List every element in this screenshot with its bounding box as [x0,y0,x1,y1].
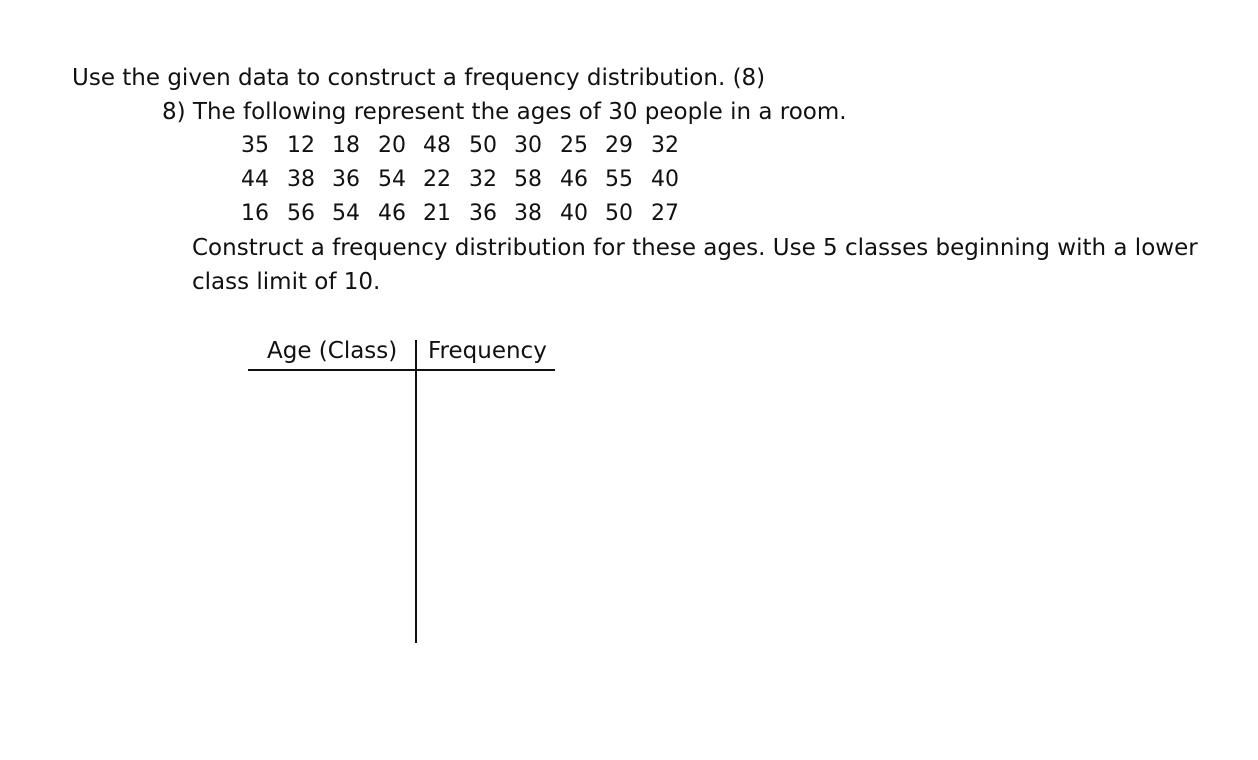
data-value: 58 [514,167,542,192]
data-value: 50 [605,201,633,226]
data-value: 48 [423,133,451,158]
data-value: 21 [423,201,451,226]
data-value: 29 [605,133,633,158]
table-header-rule [248,369,555,371]
intro-heading: Use the given data to construct a frequency distribution. (8) [72,65,766,91]
data-value: 54 [332,201,360,226]
data-value: 44 [241,167,269,192]
data-row [241,131,681,161]
data-value: 25 [560,133,588,158]
data-value: 30 [514,133,542,158]
data-value: 46 [378,201,406,226]
instruction-line-1: Construct a frequency distribution for these ages. Use 5 classes beginning with a lower [192,235,1198,261]
data-value: 38 [514,201,542,226]
data-value: 38 [287,167,315,192]
data-value: 36 [332,167,360,192]
data-value: 16 [241,201,269,226]
data-value: 40 [651,167,679,192]
data-value: 12 [287,133,315,158]
data-row [241,165,681,195]
data-value: 40 [560,201,588,226]
data-value: 54 [378,167,406,192]
age-class-header: Age (Class) [267,338,398,364]
data-value: 22 [423,167,451,192]
table-column-divider [415,340,417,643]
frequency-header: Frequency [428,338,547,364]
data-value: 32 [469,167,497,192]
data-value: 35 [241,133,269,158]
data-value: 27 [651,201,679,226]
data-value: 50 [469,133,497,158]
question-text: 8) The following represent the ages of 30 people in a room. [162,99,847,125]
data-value: 36 [469,201,497,226]
data-value: 18 [332,133,360,158]
data-value: 32 [651,133,679,158]
data-value: 20 [378,133,406,158]
data-value: 55 [605,167,633,192]
data-value: 46 [560,167,588,192]
data-row [241,199,681,229]
data-value: 56 [287,201,315,226]
instruction-line-2: class limit of 10. [192,269,381,295]
